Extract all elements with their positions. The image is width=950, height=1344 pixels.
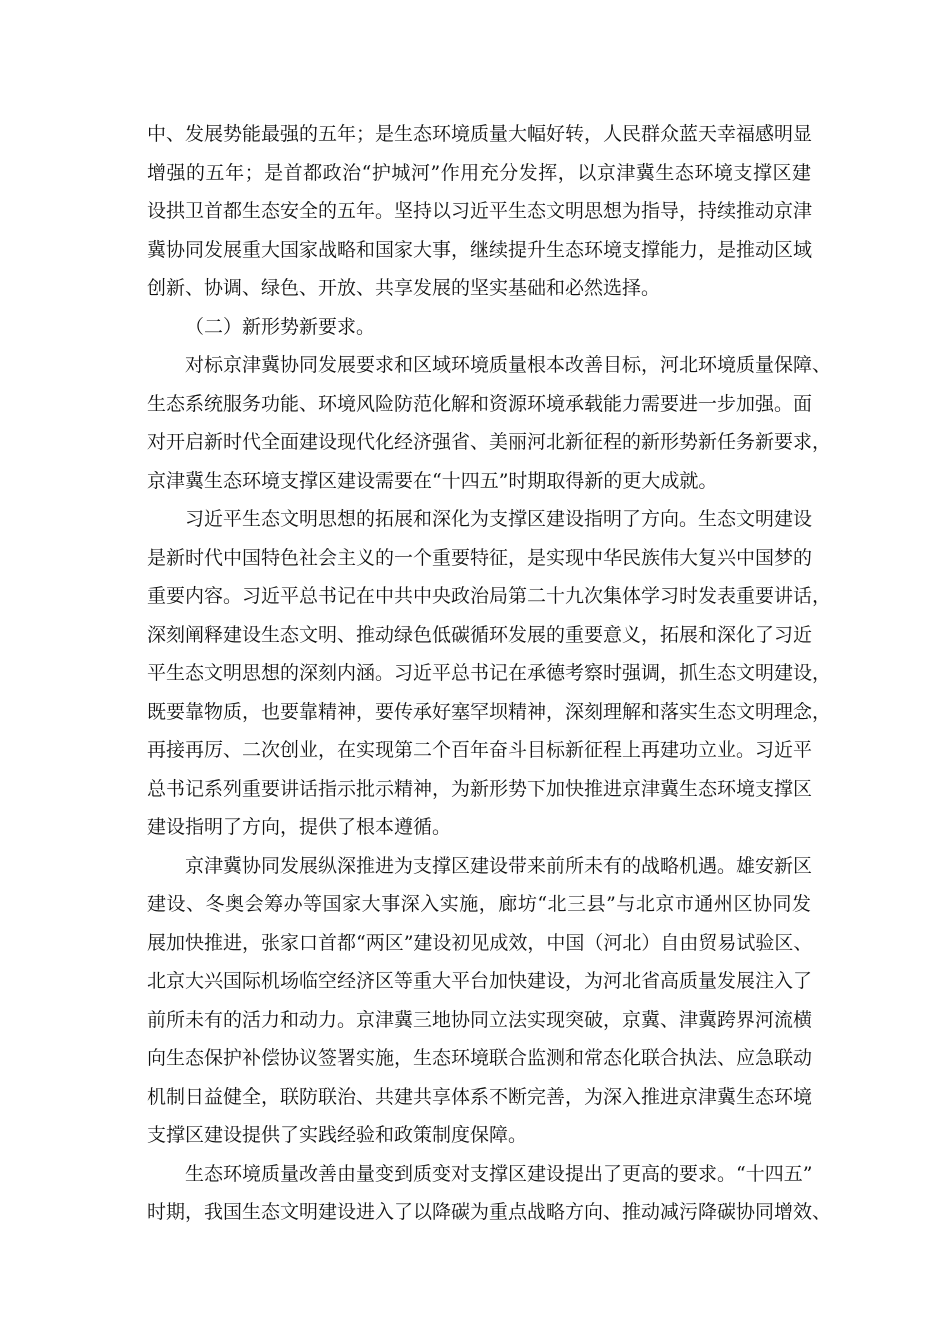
text-line: 再接再厉、二次创业，在实现第二个百年奋斗目标新征程上再建功立业。习近平 (147, 739, 813, 761)
text-line: 创新、协调、绿色、开放、共享发展的坚实基础和必然选择。 (147, 277, 661, 299)
text-line: 时期，我国生态文明建设进入了以降碳为重点战略方向、推动减污降碳协同增效、 (147, 1201, 832, 1223)
text-line: 建设、冬奥会筹办等国家大事深入实施，廊坊“北三县”与北京市通州区协同发 (147, 893, 811, 915)
text-line: 总书记系列重要讲话指示批示精神，为新形势下加快推进京津冀生态环境支撑区 (147, 777, 813, 800)
text-line: 京津冀生态环境支撑区建设需要在“十四五”时期取得新的更大成就。 (147, 469, 718, 492)
text-line: 习近平生态文明思想的拓展和深化为支撑区建设指明了方向。生态文明建设 (185, 508, 813, 530)
text-line: 对开启新时代全面建设现代化经济强省、美丽河北新征程的新形势新任务新要求， (147, 431, 832, 453)
text-line: 设拱卫首都生态安全的五年。坚持以习近平生态文明思想为指导，持续推动京津 (147, 200, 813, 222)
text-line: 前所未有的活力和动力。京津冀三地协同立法实现突破，京冀、津冀跨界河流横 (147, 1008, 813, 1031)
text-line: 建设指明了方向，提供了根本遵循。 (147, 816, 452, 838)
text-line: 中、发展势能最强的五年；是生态环境质量大幅好转，人民群众蓝天幸福感明显 (147, 123, 813, 145)
text-line: 对标京津冀协同发展要求和区域环境质量根本改善目标，河北环境质量保障、 (185, 354, 832, 376)
text-line: 增强的五年；是首都政治“护城河”作用充分发挥，以京津冀生态环境支撑区建 (147, 161, 811, 184)
document-body (147, 115, 832, 1232)
text-line: 既要靠物质，也要靠精神，要传承好塞罕坝精神，深刻理解和落实生态文明理念， (147, 700, 832, 723)
text-line: 支撑区建设提供了实践经验和政策制度保障。 (147, 1124, 528, 1146)
text-line: 深刻阐释建设生态文明、推动绿色低碳循环发展的重要意义，拓展和深化了习近 (147, 623, 813, 646)
text-line: 北京大兴国际机场临空经济区等重大平台加快建设，为河北省高质量发展注入了 (147, 970, 813, 992)
text-line: 京津冀协同发展纵深推进为支撑区建设带来前所未有的战略机遇。雄安新区 (185, 854, 813, 877)
text-line: 机制日益健全，联防联治、共建共享体系不断完善，为深入推进京津冀生态环境 (147, 1085, 813, 1108)
text-line: 是新时代中国特色社会主义的一个重要特征，是实现中华民族伟大复兴中国梦的 (147, 546, 813, 569)
text-line: 平生态文明思想的深刻内涵。习近平总书记在承德考察时强调，抓生态文明建设， (147, 662, 832, 684)
text-line: 生态环境质量改善由量变到质变对支撑区建设提出了更高的要求。“十四五” (185, 1162, 813, 1185)
text-line: 向生态保护补偿协议签署实施，生态环境联合监测和常态化联合执法、应急联动 (147, 1047, 813, 1069)
section-heading: （二）新形势新要求。 (185, 315, 376, 338)
text-line: 冀协同发展重大国家战略和国家大事，继续提升生态环境支撑能力，是推动区域 (147, 238, 813, 261)
text-line: 重要内容。习近平总书记在中共中央政治局第二十九次集体学习时发表重要讲话， (147, 585, 832, 607)
text-line: 生态系统服务功能、环境风险防范化解和资源环境承载能力需要进一步加强。面 (147, 392, 813, 415)
text-line: 展加快推进，张家口首都“两区”建设初见成效，中国（河北）自由贸易试验区、 (147, 931, 813, 954)
